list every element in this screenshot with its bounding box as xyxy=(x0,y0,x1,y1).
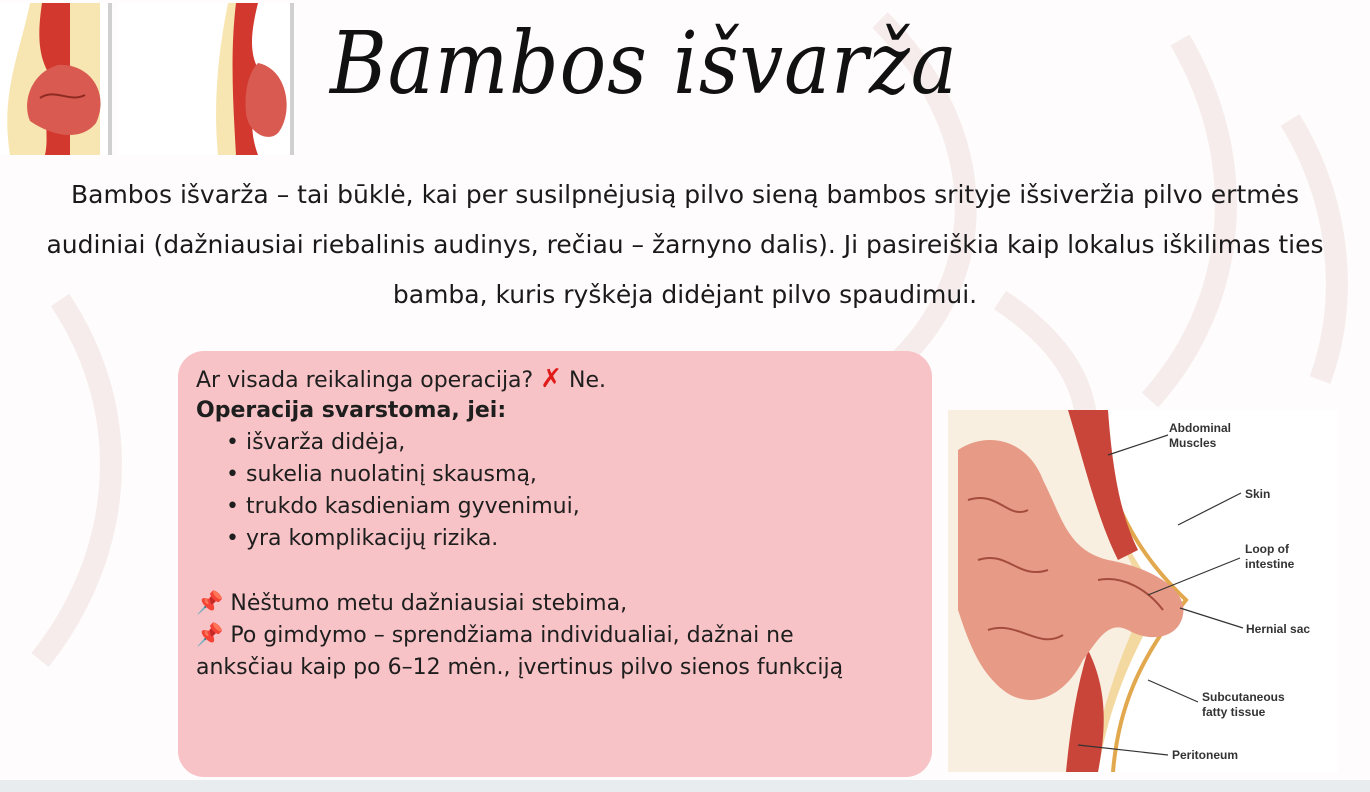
question-text: Ar visada reikalinga operacija? xyxy=(196,368,534,393)
list-item: • išvarža didėja, xyxy=(226,430,406,455)
note-line-2: 📌 Po gimdymo – sprendžiama individualiai, dažnai ne xyxy=(196,623,794,648)
note-line-1: 📌 Nėštumo metu dažniausiai stebima, xyxy=(196,591,628,616)
list-item: • yra komplikacijų rizika. xyxy=(226,526,499,551)
hernia-thumbnail-1 xyxy=(0,3,112,155)
note-line-2-continued: anksčiau kaip po 6–12 mėn., įvertinus pilvo sienos funkciją xyxy=(196,655,844,680)
info-card xyxy=(178,351,932,777)
conditions-heading: Operacija svarstoma, jei: xyxy=(196,398,507,423)
label-fatty-tissue: fatty tissue xyxy=(1202,705,1266,719)
label-hernial-sac: Hernial sac xyxy=(1246,622,1311,636)
label-intestine: intestine xyxy=(1245,557,1295,571)
answer-text: Ne. xyxy=(569,368,607,393)
pushpin-icon: 📌 xyxy=(196,623,224,648)
list-item: • trukdo kasdieniam gyvenimui, xyxy=(226,494,580,519)
label-peritoneum: Peritoneum xyxy=(1172,748,1239,762)
hernia-thumbnail-2 xyxy=(118,3,294,155)
list-item: • sukelia nuolatinį skausmą, xyxy=(226,462,537,487)
page-title: Bambos išvarža xyxy=(330,14,958,114)
pushpin-icon: 📌 xyxy=(196,591,224,616)
question-line xyxy=(196,363,932,395)
label-skin: Skin xyxy=(1245,487,1271,501)
intro-paragraph: Bambos išvarža – tai būklė, kai per susilpnėjusią pilvo sieną bambos srityje išsiveržia pilvo ertmės audiniai (dažniausiai riebalinis audinys, rečiau – žarnyno dalis). Ji pasireiškia kaip lokalus iškilimas ties bamba, kuris ryškėja didėjant pilvo spaudimui. xyxy=(46,180,1324,309)
label-abdominal: Abdominal xyxy=(1169,421,1231,435)
label-subcutaneous: Subcutaneous xyxy=(1202,690,1285,704)
hernia-anatomy-diagram xyxy=(948,410,1338,772)
label-muscles: Muscles xyxy=(1169,436,1217,450)
cross-mark-icon: ✗ xyxy=(540,364,563,394)
label-loop: Loop of xyxy=(1245,542,1289,556)
